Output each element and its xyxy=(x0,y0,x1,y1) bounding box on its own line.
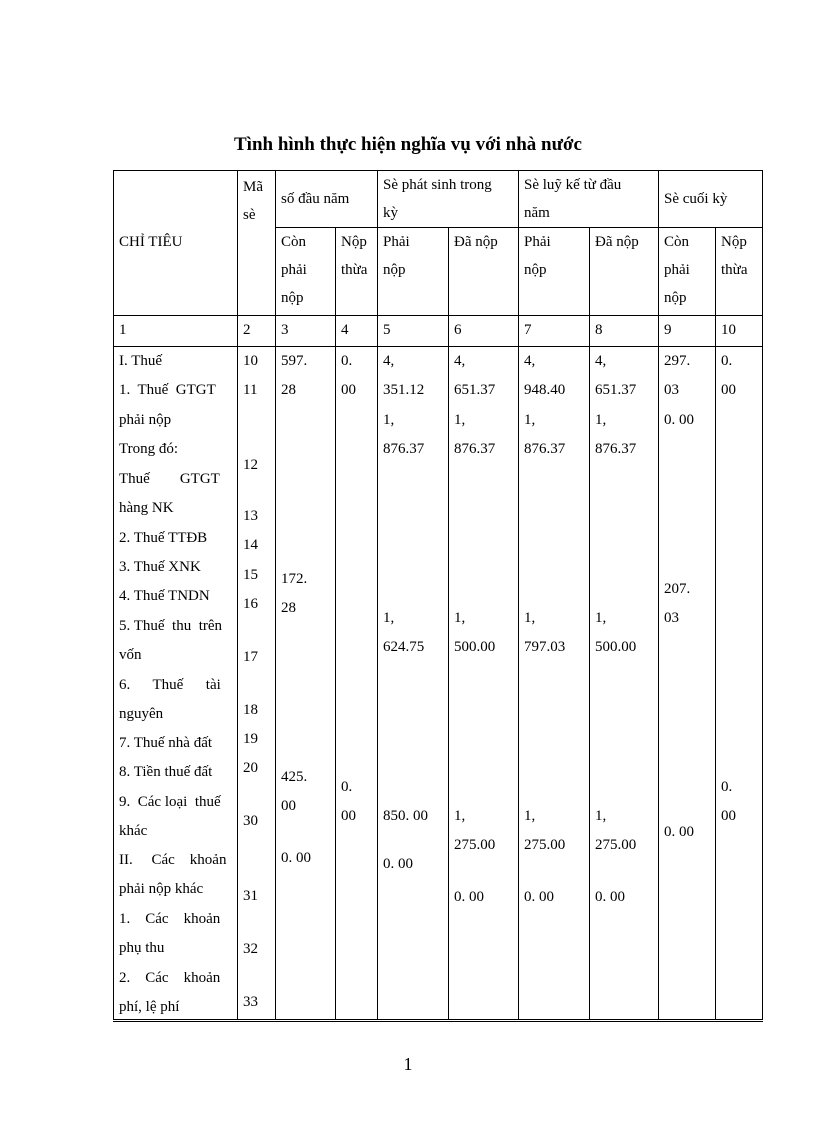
header-nop-thua-2: Nộp thừa xyxy=(716,228,763,316)
header-con-phai-nop-2: Còn phải nộp xyxy=(659,228,716,316)
value-cell: 00 xyxy=(341,381,356,398)
value-cell: 0. 00 xyxy=(281,849,311,866)
row-code: 17 xyxy=(243,648,258,665)
value-cell: 0. 00 xyxy=(664,411,695,428)
value-cell: 0. xyxy=(721,778,733,795)
row-code: 15 xyxy=(243,566,258,583)
value-cell: 00 xyxy=(281,797,296,814)
col-number: 6 xyxy=(449,316,519,347)
col4-nop-thua xyxy=(336,346,378,1020)
value-cell: 1, xyxy=(454,807,466,824)
value-cell: 1, xyxy=(595,411,607,428)
col-number: 8 xyxy=(590,316,659,347)
value-cell: 275.00 xyxy=(454,836,496,853)
col-number: 5 xyxy=(378,316,449,347)
value-cell: 0. 00 xyxy=(524,888,555,905)
value-cell: 1, xyxy=(524,609,536,626)
column-number-row xyxy=(114,316,763,347)
value-cell: 1, xyxy=(383,411,395,428)
row-label: 4. Thuế TNDN xyxy=(119,587,210,604)
row-label: 3. Thuế XNK xyxy=(119,558,201,575)
col10-nop-thua xyxy=(716,346,763,1020)
value-cell: 651.37 xyxy=(454,381,496,398)
row-label: 9. Các loại thuế xyxy=(119,793,221,810)
row-label: phí, lệ phí xyxy=(119,998,180,1015)
col7-phai-nop xyxy=(519,346,590,1020)
header-chi-tieu xyxy=(114,171,238,316)
value-cell: 0. xyxy=(341,352,353,369)
value-cell: 876.37 xyxy=(454,440,496,457)
row-code: 18 xyxy=(243,701,258,718)
col-number: 7 xyxy=(519,316,590,347)
row-label: vốn xyxy=(119,646,142,663)
value-cell: 0. 00 xyxy=(664,823,695,840)
col-number: 9 xyxy=(659,316,716,347)
header-da-nop-1: Đã nộp xyxy=(449,228,519,316)
header-ma-so: Mã sè xyxy=(238,171,276,316)
value-cell: 351.12 xyxy=(383,381,425,398)
value-cell: 624.75 xyxy=(383,638,425,655)
tax-obligation-table xyxy=(113,170,763,1022)
row-code: 14 xyxy=(243,536,258,553)
value-cell: 207. xyxy=(664,580,691,597)
value-cell: 1, xyxy=(595,609,607,626)
row-label: phải nộp xyxy=(119,411,172,428)
value-cell: 297. xyxy=(664,352,691,369)
row-code: 31 xyxy=(243,887,258,904)
row-code: 16 xyxy=(243,595,258,612)
value-cell: 876.37 xyxy=(595,440,637,457)
value-cell: 1, xyxy=(383,609,395,626)
row-label: 5. Thuế thu trên xyxy=(119,617,223,634)
row-code: 32 xyxy=(243,940,258,957)
value-cell: 28 xyxy=(281,381,296,398)
value-cell: 00 xyxy=(721,807,737,824)
row-label: I. Thuế xyxy=(119,352,163,369)
row-code: 30 xyxy=(243,812,258,829)
value-cell: 275.00 xyxy=(595,836,637,853)
col5-phai-nop xyxy=(378,346,449,1020)
value-cell: 850. 00 xyxy=(383,807,429,824)
header-so-cuoi-ky: Sè cuối kỳ xyxy=(659,171,763,228)
page-number: 1 xyxy=(403,1054,413,1074)
col9-con-phai-nop xyxy=(659,346,716,1020)
value-cell: 1, xyxy=(595,807,607,824)
col-number: 4 xyxy=(336,316,378,347)
header-so-luy-ke: Sè luỹ kế từ đầu năm xyxy=(519,171,659,228)
row-label: Trong đó: xyxy=(119,440,179,457)
col-number: 10 xyxy=(716,316,763,347)
row-code: 19 xyxy=(243,730,258,747)
value-cell: 1, xyxy=(454,411,466,428)
col-number: 3 xyxy=(276,316,336,347)
value-cell: 948.40 xyxy=(524,381,566,398)
row-code: 11 xyxy=(243,381,258,398)
value-cell: 597. xyxy=(281,352,308,369)
row-label: 7. Thuế nhà đất xyxy=(119,734,213,751)
header-chi-tieu-label: CHỈ TIÊU xyxy=(119,234,183,251)
value-cell: 1, xyxy=(454,609,466,626)
header-nop-thua-1: Nộp thừa xyxy=(336,228,378,316)
header-phai-nop-1: Phải nộp xyxy=(378,228,449,316)
row-label: 1. Các khoản xyxy=(119,910,221,927)
value-cell: 4, xyxy=(595,352,607,369)
value-cell: 03 xyxy=(664,381,680,398)
row-label: 2. Các khoản xyxy=(119,969,221,986)
row-label: 8. Tiền thuế đất xyxy=(119,763,213,780)
row-code: 10 xyxy=(243,352,258,369)
row-label: Thuế GTGT xyxy=(119,470,220,487)
value-cell: 0. 00 xyxy=(454,888,485,905)
row-label: II. Các khoản xyxy=(119,851,227,868)
value-cell: 00 xyxy=(721,381,737,398)
col3-con-phai-nop xyxy=(276,346,336,1020)
row-label: phụ thu xyxy=(119,939,165,956)
col6-da-nop xyxy=(449,346,519,1020)
row-label: khác xyxy=(119,822,148,839)
value-cell: 275.00 xyxy=(524,836,566,853)
value-cell: 00 xyxy=(341,807,356,824)
row-label: 1. Thuế GTGT xyxy=(119,381,216,398)
header-con-phai-nop-1: Còn phải nộp xyxy=(276,228,336,316)
header-so-phat-sinh: Sè phát sinh trong kỳ xyxy=(378,171,519,228)
value-cell: 4, xyxy=(454,352,466,369)
value-cell: 0. xyxy=(721,352,733,369)
col8-da-nop xyxy=(590,346,659,1020)
value-cell: 1, xyxy=(524,807,536,824)
row-label: hàng NK xyxy=(119,499,174,516)
row-label: 2. Thuế TTĐB xyxy=(119,529,208,546)
ma-so-column xyxy=(238,346,276,1020)
value-cell: 1, xyxy=(524,411,536,428)
value-cell: 0. 00 xyxy=(383,855,414,872)
value-cell: 425. xyxy=(281,768,308,785)
value-cell: 03 xyxy=(664,609,680,626)
value-cell: 876.37 xyxy=(383,440,425,457)
row-code: 33 xyxy=(243,993,258,1010)
value-cell: 500.00 xyxy=(595,638,637,655)
row-code: 13 xyxy=(243,507,258,524)
header-so-dau-nam: số đầu năm xyxy=(276,171,378,228)
col-number: 2 xyxy=(238,316,276,347)
chi-tieu-column xyxy=(114,346,238,1020)
row-label: 6. Thuế tài xyxy=(119,676,221,693)
value-cell: 876.37 xyxy=(524,440,566,457)
value-cell: 651.37 xyxy=(595,381,637,398)
row-code: 20 xyxy=(243,759,258,776)
value-cell: 500.00 xyxy=(454,638,496,655)
value-cell: 172. xyxy=(281,570,308,587)
value-cell: 28 xyxy=(281,599,296,616)
table-body-row xyxy=(114,346,763,1020)
value-cell: 797.03 xyxy=(524,638,566,655)
row-label: nguyên xyxy=(119,705,164,722)
header-da-nop-2: Đã nộp xyxy=(590,228,659,316)
page-title: Tình hình thực hiện nghĩa vụ với nhà nước xyxy=(234,134,582,155)
value-cell: 4, xyxy=(524,352,536,369)
value-cell: 4, xyxy=(383,352,395,369)
value-cell: 0. xyxy=(341,778,353,795)
col-number: 1 xyxy=(114,316,238,347)
row-code: 12 xyxy=(243,456,258,473)
value-cell: 0. 00 xyxy=(595,888,626,905)
header-phai-nop-2: Phải nộp xyxy=(519,228,590,316)
row-label: phải nộp khác xyxy=(119,880,204,897)
